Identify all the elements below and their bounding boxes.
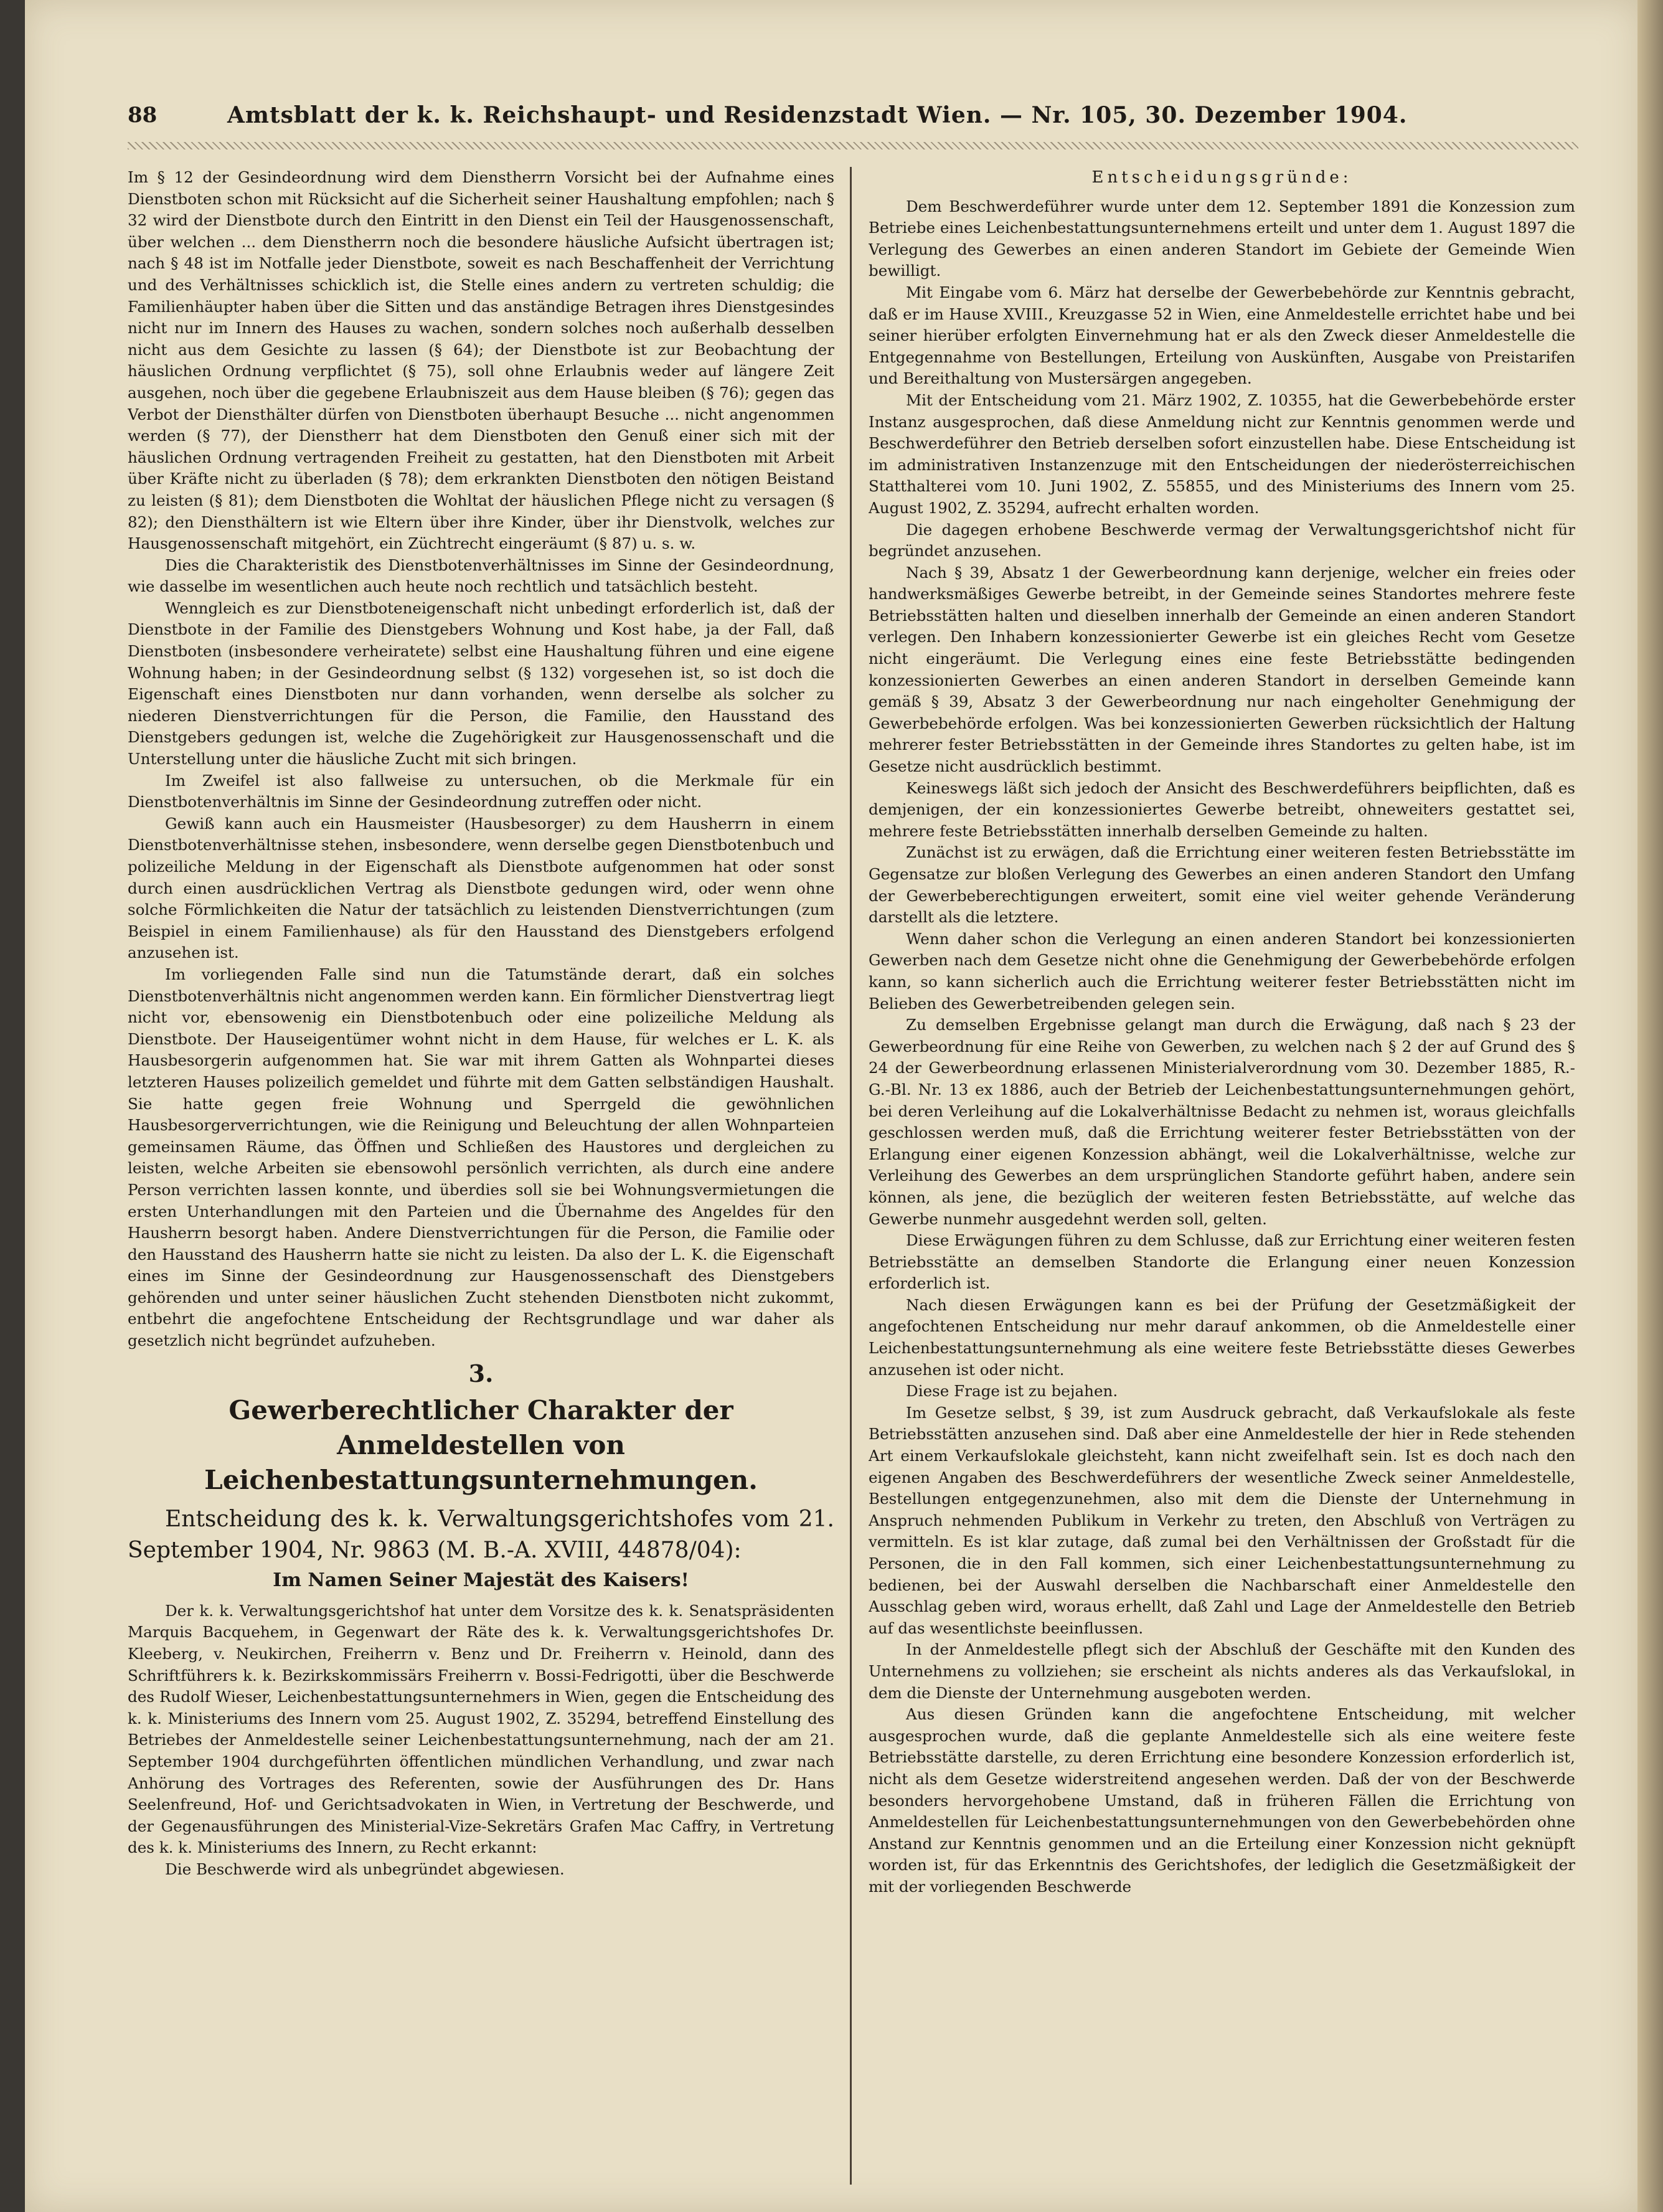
paragraph: Im Zweifel ist also fallweise zu untersuchen, ob die Merkmale für ein Dienstbotenverhältnis im Sinne der Gesindeordnung zutreffen oder nicht. [128,771,834,811]
right-column [869,167,1575,2185]
header-rule [128,142,1578,149]
paragraph: Zunächst ist zu erwägen, daß die Errichtung einer weiteren festen Betriebsstätte im Gegensatze zur bloßen Verlegung des Gewerbes an einen anderen Standort den Umfang der Gewerbeberechtigungen erweitert, somit eine viel weiter gehende Veränderung darstellt als die letztere. [869,843,1575,927]
paragraph: Mit der Entscheidung vom 21. März 1902, Z. 10355, hat die Gewerbebehörde erster Instanz ausgesprochen, daß diese Anmeldung nicht zur Kenntnis genommen werde und Beschwerdeführer den Betrieb derselben sofort einzustellen habe. Diese Entscheidung ist im administrativen Instanzenzuge mit den Entscheidungen der niederösterreichischen Statthalterei vom 10. Juni 1902, Z. 55855, und des Ministeriums des Innern vom 25. August 1902, Z. 35294, aufrecht erhalten worden. [869,390,1575,517]
paragraph: Im § 12 der Gesindeordnung wird dem Dienstherrn Vorsicht bei der Aufnahme eines Dienstboten schon mit Rücksicht auf die Sicherheit seiner Haushaltung empfohlen; nach § 32 wird der Dienstbote durch den Eintritt in den Dienst ein Teil der Hausgenossenschaft, über welchen ... dem Dienstherrn noch die besondere häusliche Aufsicht übertragen ist; nach § 48 ist im Notfalle jeder Dienstbote, soweit es nach Beschaffenheit der Verrichtung und des Verhältnisses schicklich ist, die Stelle eines andern zu vertreten schuldig; die Familienhäupter haben über die Sitten und das anständige Betragen ihres Dienstgesindes nicht nur im Innern des Hauses zu wachen, sondern solches noch außerhalb desselben nicht aus dem Gesichte zu lassen (§ 64); der Dienstbote ist zur Beobachtung der häuslichen Ordnung verpflichtet (§ 75), soll ohne Erlaubnis weder auf längere Zeit ausgehen, noch über die gegebene Erlaubniszeit aus dem Hause bleiben (§ 76); gegen das Verbot der Diensthälter dürfen von Dienstboten überhaupt Besuche ... nicht angenommen werden (§ 77), der Dienstherr hat dem Dienstboten den Genuß einer sich mit der häuslichen Ordnung vertragenden Freiheit zu gestatten, hat den Dienstboten mit Arbeit über Kräfte nicht zu überladen (§ 78); dem erkrankten Dienstboten den nötigen Beistand zu leisten (§ 81); dem Dienstboten die Wohltat der häuslichen Pflege nicht zu versagen (§ 82); den Diensthältern ist wie Eltern über ihre Kinder, über ihr Dienstvolk, welches zur Hausgenossenschaft mitgehört, ein Züchtrecht eingeräumt (§ 87) u. s. w. [128,168,834,553]
paragraph: Dem Beschwerdeführer wurde unter dem 12. September 1891 die Konzession zum Betriebe eines Leichenbestattungsunternehmens erteilt und unter dem 1. August 1897 die Verlegung des Gewerbes an einen anderen Standort im Gebiete der Gemeinde Wien bewilligt. [869,197,1575,280]
paragraph: Diese Erwägungen führen zu dem Schlusse, daß zur Errichtung einer weiteren festen Betriebsstätte an demselben Standorte die Erlangung einer neuen Konzession erforderlich ist. [869,1231,1575,1293]
paragraph: Aus diesen Gründen kann die angefochtene Entscheidung, mit welcher ausgesprochen wurde, daß die geplante Anmeldestelle sich als eine weitere feste Betriebsstätte darstelle, zu deren Errichtung eine besondere Konzession erforderlich ist, nicht als dem Gesetze widerstreitend angesehen werden. Daß der von der Beschwerde besonders hervorgehobene Umstand, daß in früheren Fällen die Errichtung von Anmeldestellen für Leichenbestattungsunternehmungen von den Gewerbebehörden ohne Anstand zur Kenntnis genommen und an die Erteilung einer Konzession nicht geknüpft worden ist, für das Erkenntnis des Gerichtshofes, der lediglich die Gesetzmäßigkeit der mit der vorliegenden Beschwerde [869,1705,1575,1896]
paragraph: Nach diesen Erwägungen kann es bei der Prüfung der Gesetzmäßigkeit der angefochtenen Entscheidung nur mehr darauf ankommen, ob die Anmeldestelle einer Leichenbestattungsunternehmung als eine weitere feste Betriebsstätte dieses Gewerbes anzusehen ist oder nicht. [869,1295,1575,1379]
decision-source: Entscheidung des k. k. Verwaltungsgerichtshofes vom 21. September 1904, Nr. 9863 (M. B.-A. XVIII, 44878/04): [128,1506,834,1564]
paragraph: Die dagegen erhobene Beschwerde vermag der Verwaltungsgerichtshof nicht für begründet anzusehen. [869,520,1575,560]
paragraph: Nach § 39, Absatz 1 der Gewerbeordnung kann derjenige, welcher ein freies oder handwerksmäßiges Gewerbe betreibt, in der Gemeinde seines Standortes mehrere feste Betriebsstätten halten und dieselben innerhalb der Gemeinde an einen anderen Standort verlegen. Den Inhabern konzessionierter Gewerbe ist ein gleiches Recht vom Gesetze nicht eingeräumt. Die Verlegung eines eine feste Betriebsstätte bedingenden konzessionierten Gewerbes an einen anderen Standort in derselben Gemeinde kann gemäß § 39, Absatz 3 der Gewerbeordnung nur nach eingeholter Genehmigung der Gewerbebehörde erfolgen. Was bei konzessionierten Gewerben rücksichtlich der Haltung mehrerer fester Betriebsstätten in der Gemeinde ihres Standortes zu gelten habe, ist im Gesetze nicht ausdrücklich bestimmt. [869,563,1575,776]
section-title: Gewerberechtlicher Charakter der Anmeldestellen von Leichenbestattungsunternehmungen. [204,1395,758,1496]
paragraph: Zu demselben Ergebnisse gelangt man durch die Erwägung, daß nach § 23 der Gewerbeordnung für eine Reihe von Gewerben, zu welchen nach § 2 der auf Grund des § 24 der Gewerbeordnung erlassenen Ministerialverordnung vom 30. Dezember 1885, R.-G.-Bl. Nr. 13 ex 1886, auch der Betrieb der Leichenbestattungsunternehmungen gehört, bei deren Verleihung auf die Lokalverhältnisse Bedacht zu nehmen ist, woraus gleichfalls geschlossen werden muß, daß die Errichtung weiterer fester Betriebsstätten von der Erlangung einer eigenen Konzession abhängt, weil die Lokalverhältnisse, welche zur Verleihung des Gewerbes an dem ursprünglichen Standorte geführt haben, andere sein können, als jene, die bezüglich der weiteren festen Betriebsstätte, auf welche das Gewerbe nunmehr ausgedehnt werden soll, gelten. [869,1016,1575,1228]
paragraph: Gewiß kann auch ein Hausmeister (Hausbesorger) zu dem Hausherrn in einem Dienstbotenverhältnisse stehen, insbesondere, wenn derselbe gegen Dienstbotenbuch und polizeiliche Meldung in der Eigenschaft als Dienstbote aufgenommen hat oder sonst durch einen ausdrücklichen Vertrag als Dienstbote gedungen wird, oder wenn ohne solche Förmlichkeiten die Natur der tatsächlich zu leistenden Dienstverrichtungen (zum Beispiel in einem Familienhause) als für den Hausstand des Dienstgebers erfolgend anzusehen ist. [128,814,834,962]
paragraph: Wenn daher schon die Verlegung an einen anderen Standort bei konzessionierten Gewerben nach dem Gesetze nicht ohne die Genehmigung der Gewerbebehörde erfolgen kann, so kann sicherlich auch die Errichtung weiterer fester Betriebsstätten nicht im Belieben des Gewerbetreibenden gelegen sein. [869,929,1575,1013]
paragraph: Mit Eingabe vom 6. März hat derselbe der Gewerbebehörde zur Kenntnis gebracht, daß er im Hause XVIII., Kreuzgasse 52 in Wien, eine Anmeldestelle errichtet habe und bei seiner hierüber erfolgten Einvernehmung hat er als den Zweck dieser Anmeldestelle die Entgegennahme von Bestellungen, Erteilung von Auskünften, Ausgabe von Preistarifen und Bereithaltung von Mustersärgen angegeben. [869,283,1575,388]
paragraph: In der Anmeldestelle pflegt sich der Abschluß der Geschäfte mit den Kunden des Unternehmens zu vollziehen; sie erscheint als nichts anderes als das Verkaufslokal, in dem die Dienste der Unternehmung ausgeboten werden. [869,1640,1575,1702]
page-number: 88 [128,103,158,128]
left-column [128,167,834,2185]
paragraph: Wenngleich es zur Dienstboteneigenschaft nicht unbedingt erforderlich ist, daß der Dienstbote in der Familie des Dienstgebers Wohnung und Kost habe, ja der Fall, daß Dienstboten (insbesondere verheiratete) selbst eine Haushaltung führen und eine eigene Wohnung haben; in der Gesindeordnung selbst (§ 132) vorgesehen ist, so ist doch die Eigenschaft eines Dienstboten nur dann vorhanden, wenn derselbe als solcher zu niederen Dienstverrichtungen für die Person, die Familie, den Hausstand des Dienstgebers gedungen ist, welche die Zugehörigkeit zur Hausgenossenschaft und die Unterstellung unter die häusliche Zucht mit sich bringen. [128,598,834,768]
column-divider [850,167,852,2185]
paragraph: Im Gesetze selbst, § 39, ist zum Ausdruck gebracht, daß Verkaufslokale als feste Betriebsstätten anzusehen sind. Daß aber eine Anmeldestelle der hier in Rede stehenden Art einem Verkaufslokale gleichsteht, kann nicht zweifelhaft sein. Ist es doch nach den eigenen Angaben des Beschwerdeführers der wesentliche Zweck seiner Anmeldestelle, Bestellungen entgegenzunehmen, also mit dem die Dienste der Unternehmung in Anspruch nehmenden Publikum in Verkehr zu treten, den Abschluß von Verträgen zu vermitteln. Es ist klar zutage, daß zumal bei den Verhältnissen der Großstadt für die Personen, die in den Fall kommen, sich einer Leichenbestattungsunternehmung zu bedienen, bei der Auswahl derselben die Nachbarschaft einer Anmeldestelle den Ausschlag geben wird, woraus erhellt, daß Zahl und Lage der Anmeldestelle den Betrieb auf das wesentlichste beeinflussen. [869,1403,1575,1637]
formula-heading: Im Namen Seiner Majestät des Kaisers! [273,1569,689,1592]
paragraph: Der k. k. Verwaltungsgerichtshof hat unter dem Vorsitze des k. k. Senatspräsidenten Marquis Bacquehem, in Gegenwart der Räte des k. k. Verwaltungsgerichtshofes Dr. Kleeberg, v. Neukirchen, Freiherrn v. Benz und Dr. Freiherrn v. Heinold, dann des Schriftführers k. k. Bezirkskommissärs Freiherrn v. Bossi-Fedrigotti, über die Beschwerde des Rudolf Wieser, Leichenbestattungsunternehmers in Wien, gegen die Entscheidung des k. k. Ministeriums des Innern vom 25. August 1902, Z. 35294, betreffend Einstellung des Betriebes der Anmeldestelle seiner Leichenbestattungsunternehmung, nach der am 21. September 1904 durchgeführten öffentlichen mündlichen Verhandlung, und zwar nach Anhörung des Vortrages des Referenten, sowie der Ausführungen des Dr. Hans Seelenfreund, Hof- und Gerichtsadvokaten in Wien, in Vertretung der Beschwerde, und der Gegenausführungen des Ministerial-Vize-Sekretärs Grafen Mac Caffry, in Vertretung des k. k. Ministeriums des Innern, zu Recht erkannt: [128,1601,834,1857]
running-head: Amtsblatt der k. k. Reichshaupt- und Residenzstadt Wien. — Nr. 105, 30. Dezember 1904. [227,102,1408,128]
paragraph: Im vorliegenden Falle sind nun die Tatumstände derart, daß ein solches Dienstbotenverhältnis nicht angenommen werden kann. Ein förmlicher Dienstvertrag liegt nicht vor, ebensowenig ein Dienstbotenbuch oder eine polizeiliche Meldung als Dienstbote. Der Hauseigentümer wohnt nicht in dem Hause, für welches er L. K. als Hausbesorgerin aufgenommen hat. Sie war mit ihrem Gatten als Wohnpartei dieses letzteren Hauses polizeilich gemeldet und führte mit dem Gatten selbständigen Haushalt. Sie hatte gegen freie Wohnung und Sperrgeld die gewöhnlichen Hausbesorgerverrichtungen, wie die Reinigung und Beleuchtung der allen Wohnparteien gemeinsamen Räume, das Öffnen und Schließen des Haustores und dergleichen zu leisten, welche Arbeiten sie ebensowohl persönlich verrichten, als durch eine andere Person verrichten lassen konnte, und überdies soll sie bei Wohnungsvermietungen die ersten Unterhandlungen mit den Parteien und die Übernahme des Angeldes für den Hausherrn besorgt haben. Andere Dienstverrichtungen für die Person, die Familie oder den Hausstand des Hausherrn hatte sie nicht zu leisten. Da also der L. K. die Eigenschaft eines im Sinne der Gesindeordnung zur Hausgenossenschaft des Dienstgebers gehörenden und unter seiner häuslichen Zucht stehenden Dienstboten nicht zukommt, entbehrt die angefochtene Entscheidung der Rechtsgrundlage und war daher als gesetzlich nicht begründet aufzuheben. [128,965,834,1350]
section-heading: Entscheidungsgründe: [1091,168,1352,187]
page-header [128,93,1578,137]
paragraph: Keineswegs läßt sich jedoch der Ansicht des Beschwerdeführers beipflichten, daß es demjenigen, der ein konzessioniertes Gewerbe betreibt, ohneweiters gestattet sei, mehrere feste Betriebsstätten innerhalb derselben Gemeinde zu halten. [869,778,1575,840]
page-edge [1637,0,1663,2212]
paragraph: Dies die Charakteristik des Dienstbotenverhältnisses im Sinne der Gesindeordnung, wie dasselbe im wesentlichen auch heute noch rechtlich und tatsächlich besteht. [128,555,834,596]
paragraph: Diese Frage ist zu bejahen. [906,1382,1118,1401]
paragraph: Die Beschwerde wird als unbegründet abgewiesen. [165,1860,565,1878]
section-number: 3. [468,1359,494,1387]
